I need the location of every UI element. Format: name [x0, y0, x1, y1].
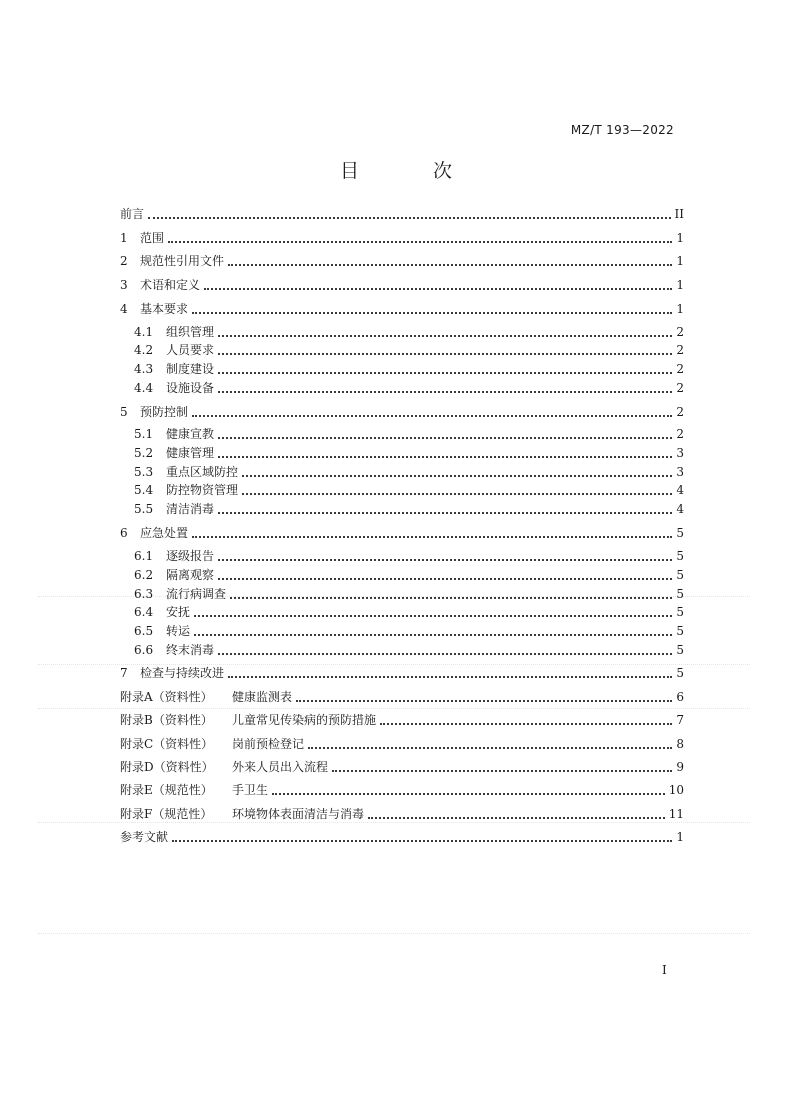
toc-entry[interactable]	[134, 566, 684, 584]
scan-artifact-line	[38, 708, 750, 709]
toc-entry-page: 2	[676, 325, 684, 339]
toc-entry-label: 基本要求	[140, 302, 189, 316]
dot-leader	[172, 840, 672, 842]
toc-entry-label: 逐级报告	[166, 549, 215, 563]
toc-entry[interactable]	[120, 276, 684, 294]
toc-entry-page: 8	[676, 737, 684, 751]
toc-entry-label: 术语和定义	[140, 278, 201, 292]
toc-entry-number: 5.5	[134, 502, 154, 516]
toc-entry-page: 5	[676, 605, 684, 619]
dot-leader	[192, 312, 672, 314]
toc-entry-number: 附录F（规范性）	[120, 807, 213, 821]
dot-leader	[218, 335, 672, 337]
toc-entry-page: 5	[676, 526, 684, 540]
toc-entry[interactable]	[134, 360, 684, 378]
dot-leader	[194, 634, 672, 636]
dot-leader	[218, 353, 672, 355]
toc-entry-number: 6.3	[134, 587, 154, 601]
toc-entry-number: 5.3	[134, 465, 154, 479]
toc-entry-label: 流行病调查	[166, 587, 227, 601]
toc-entry-number: 1	[120, 231, 128, 245]
dot-leader	[204, 288, 672, 290]
toc-entry[interactable]	[120, 711, 684, 729]
toc-entry[interactable]	[134, 323, 684, 341]
dot-leader	[218, 559, 672, 561]
toc-entry-label: 组织管理	[166, 325, 215, 339]
dot-leader	[218, 653, 672, 655]
toc-entry-number: 6.4	[134, 605, 154, 619]
toc-entry-number: 5.1	[134, 427, 154, 441]
toc-entry-number: 7	[120, 666, 128, 680]
dot-leader	[368, 817, 665, 819]
toc-entry-page: 5	[676, 587, 684, 601]
toc-entry-page: 7	[676, 713, 684, 727]
toc-entry-label: 岗前预检登记	[232, 737, 305, 751]
toc-entry-number: 6.1	[134, 549, 154, 563]
toc-entry-page: 5	[676, 549, 684, 563]
dot-leader	[228, 264, 672, 266]
toc-entry-label: 儿童常见传染病的预防措施	[232, 713, 377, 727]
dot-leader	[242, 493, 672, 495]
toc-entry-page: II	[674, 207, 684, 221]
toc-entry[interactable]	[120, 688, 684, 706]
toc-entry[interactable]	[120, 805, 684, 823]
toc-entry-number: 4.1	[134, 325, 154, 339]
toc-entry-number: 附录E（规范性）	[120, 783, 213, 797]
toc-entry-page: 10	[668, 783, 684, 797]
toc-entry-page: 1	[676, 278, 684, 292]
dot-leader	[242, 475, 672, 477]
toc-entry-number: 4	[120, 302, 128, 316]
toc-entry-page: 2	[676, 362, 684, 376]
toc-entry-number: 6.6	[134, 643, 154, 657]
toc-entry[interactable]	[120, 403, 684, 421]
toc-entry-page: 3	[676, 446, 684, 460]
toc-entry[interactable]	[120, 664, 684, 682]
toc-entry-number: 4.4	[134, 381, 154, 395]
toc-entry[interactable]	[134, 444, 684, 462]
dot-leader	[148, 217, 671, 219]
toc-entry-page: 6	[676, 690, 684, 704]
toc-entry[interactable]	[134, 641, 684, 659]
toc-entry[interactable]	[134, 622, 684, 640]
toc-entry[interactable]	[120, 758, 684, 776]
toc-entry[interactable]	[120, 735, 684, 753]
toc-entry[interactable]	[120, 300, 684, 318]
toc-entry-page: 1	[676, 254, 684, 268]
toc-entry-number: 附录D（资料性）	[120, 760, 214, 774]
toc-entry-number: 5.2	[134, 446, 154, 460]
toc-entry[interactable]	[134, 341, 684, 359]
dot-leader	[218, 437, 672, 439]
toc-entry-label: 清洁消毒	[166, 502, 215, 516]
toc-entry-label: 健康监测表	[232, 690, 293, 704]
toc-entry[interactable]	[134, 463, 684, 481]
toc-entry-page: 4	[676, 483, 684, 497]
toc-entry-label: 人员要求	[166, 343, 215, 357]
toc-entry-number: 2	[120, 254, 128, 268]
dot-leader	[272, 793, 665, 795]
toc-entry[interactable]	[120, 781, 684, 799]
dot-leader	[192, 536, 672, 538]
toc-entry-label: 重点区域防控	[166, 465, 239, 479]
page-number: I	[662, 963, 667, 977]
dot-leader	[168, 241, 672, 243]
dot-leader	[296, 700, 672, 702]
dot-leader	[218, 512, 672, 514]
dot-leader	[308, 747, 672, 749]
toc-entry-label: 终末消毒	[166, 643, 215, 657]
dot-leader	[218, 578, 672, 580]
toc-entry-page: 1	[676, 830, 684, 844]
dot-leader	[332, 770, 672, 772]
toc-entry[interactable]	[134, 603, 684, 621]
toc-entry-page: 1	[676, 302, 684, 316]
toc-entry-page: 2	[676, 343, 684, 357]
toc-entry-number: 附录A（资料性）	[120, 690, 213, 704]
toc-entry-page: 1	[676, 231, 684, 245]
toc-entry[interactable]	[120, 524, 684, 542]
toc-entry-number: 3	[120, 278, 128, 292]
dot-leader	[228, 676, 672, 678]
toc-entry-number: 6.5	[134, 624, 154, 638]
document-code: MZ/T 193—2022	[570, 123, 674, 137]
toc-entry-label: 检查与持续改进	[140, 666, 225, 680]
toc-entry[interactable]	[120, 252, 684, 270]
toc-entry-number: 4.3	[134, 362, 154, 376]
toc-entry[interactable]	[134, 425, 684, 443]
toc-entry[interactable]	[120, 828, 684, 846]
toc-entry-label: 手卫生	[232, 783, 269, 797]
page-title: 目 次	[339, 160, 487, 182]
toc-entry-label: 应急处置	[140, 526, 189, 540]
dot-leader	[230, 597, 672, 599]
toc-entry-page: 3	[676, 465, 684, 479]
dot-leader	[192, 415, 672, 417]
toc-entry-page: 11	[668, 807, 684, 821]
toc-entry-page: 4	[676, 502, 684, 516]
toc-entry-page: 2	[676, 405, 684, 419]
toc-entry[interactable]	[134, 585, 684, 603]
toc-entry-label: 健康管理	[166, 446, 215, 460]
toc-entry-page: 5	[676, 568, 684, 582]
toc-entry-page: 9	[676, 760, 684, 774]
scan-artifact-line	[38, 933, 750, 934]
toc-entry-page: 5	[676, 624, 684, 638]
toc-entry-number: 5.4	[134, 483, 154, 497]
toc-entry[interactable]	[120, 229, 684, 247]
toc-entry-number: 6	[120, 526, 128, 540]
toc-entry-page: 2	[676, 427, 684, 441]
toc-entry-label: 范围	[140, 231, 165, 245]
toc-entry-label: 前言	[120, 207, 145, 221]
toc-entry-label: 转运	[166, 624, 191, 638]
toc-entry-number: 6.2	[134, 568, 154, 582]
toc-entry-number: 4.2	[134, 343, 154, 357]
toc-entry[interactable]	[134, 481, 684, 499]
toc-entry-label: 隔离观察	[166, 568, 215, 582]
toc-entry-label: 安抚	[166, 605, 191, 619]
toc-entry-number: 附录C（资料性）	[120, 737, 214, 751]
toc-entry[interactable]	[134, 547, 684, 565]
toc-entry-label: 预防控制	[140, 405, 189, 419]
dot-leader	[218, 372, 672, 374]
toc-entry[interactable]	[134, 379, 684, 397]
toc-entry-label: 设施设备	[166, 381, 215, 395]
toc-entry-label: 参考文献	[120, 830, 169, 844]
toc-entry-label: 防控物资管理	[166, 483, 239, 497]
toc-entry-page: 5	[676, 643, 684, 657]
toc-entry[interactable]	[120, 205, 684, 223]
dot-leader	[218, 456, 672, 458]
dot-leader	[194, 615, 672, 617]
toc-entry-label: 健康宣教	[166, 427, 215, 441]
toc-entry-label: 外来人员出入流程	[232, 760, 329, 774]
toc-entry-number: 附录B（资料性）	[120, 713, 213, 727]
toc-entry-label: 制度建设	[166, 362, 215, 376]
toc-entry-page: 5	[676, 666, 684, 680]
dot-leader	[380, 723, 672, 725]
toc-entry[interactable]	[134, 500, 684, 518]
dot-leader	[218, 391, 672, 393]
toc-entry-label: 规范性引用文件	[140, 254, 225, 268]
toc-entry-label: 环境物体表面清洁与消毒	[232, 807, 365, 821]
toc-entry-number: 5	[120, 405, 128, 419]
toc-entry-page: 2	[676, 381, 684, 395]
